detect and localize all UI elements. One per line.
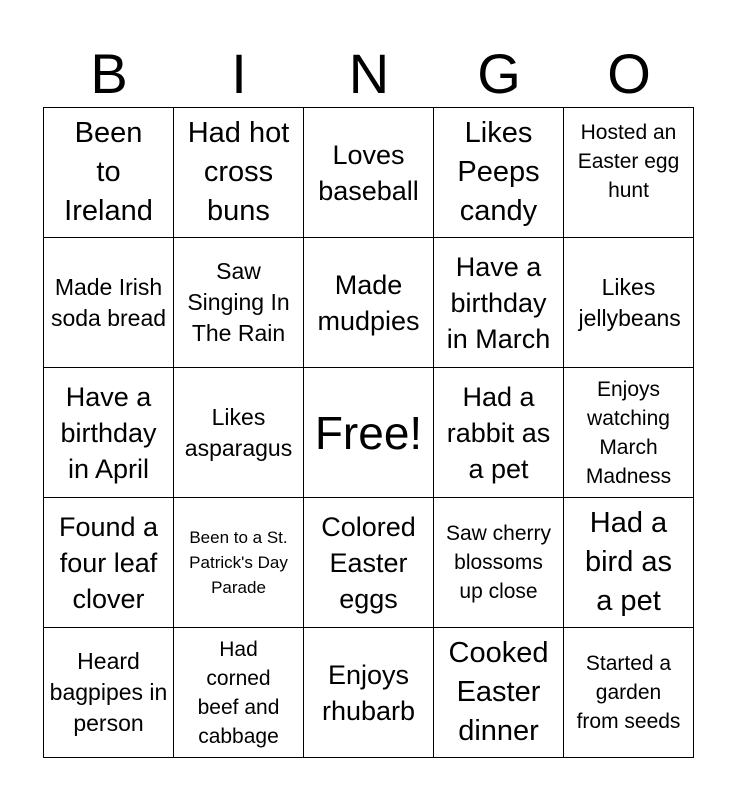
bingo-cell[interactable] — [174, 238, 304, 368]
cell-text: Saw cherry blossoms up close — [445, 522, 552, 603]
cell-text: Colored Easter eggs — [321, 511, 416, 614]
cell-text: Have a birthday in April — [60, 381, 157, 484]
bingo-cell[interactable] — [44, 368, 174, 498]
cell-text: Found a four leaf clover — [58, 511, 159, 614]
bingo-cell[interactable] — [564, 498, 694, 628]
bingo-cell[interactable] — [174, 498, 304, 628]
header-letter-o: O — [607, 42, 651, 105]
bingo-board — [43, 107, 694, 758]
cell-text: Cooked Easter dinner — [448, 637, 549, 747]
cell-text: Likes Peeps candy — [457, 117, 540, 227]
header-letter-g: G — [477, 42, 521, 105]
bingo-cell[interactable] — [304, 108, 434, 238]
cell-text: Made mudpies — [317, 269, 420, 336]
bingo-cell[interactable] — [434, 368, 564, 498]
cell-text: Had corned beef and cabbage — [197, 637, 280, 748]
cell-text: Hosted an Easter egg hunt — [577, 121, 680, 202]
bingo-cell[interactable] — [304, 498, 434, 628]
cell-text: Been to a St. Patrick's Day Parade — [189, 528, 288, 597]
bingo-cell[interactable] — [564, 108, 694, 238]
cell-text: Likes jellybeans — [578, 273, 681, 331]
bingo-cell[interactable] — [44, 238, 174, 368]
bingo-cell[interactable] — [174, 108, 304, 238]
cell-text: Started a garden from seeds — [576, 652, 681, 733]
cell-text: Enjoys watching March Madness — [585, 377, 672, 488]
cell-text: Had a rabbit as a pet — [446, 381, 551, 484]
bingo-cell[interactable] — [174, 628, 304, 758]
cell-text: Enjoys rhubarb — [321, 659, 416, 726]
cell-text: Loves baseball — [318, 139, 419, 206]
bingo-cell[interactable] — [174, 368, 304, 498]
bingo-cell[interactable] — [304, 628, 434, 758]
bingo-cell[interactable] — [434, 238, 564, 368]
header-letter-i: I — [231, 42, 247, 105]
bingo-cell[interactable] — [44, 628, 174, 758]
bingo-cell[interactable] — [434, 108, 564, 238]
bingo-cell[interactable] — [564, 628, 694, 758]
bingo-cell[interactable] — [434, 498, 564, 628]
bingo-header — [44, 40, 694, 108]
cell-text: Had hot cross buns — [187, 117, 290, 227]
bingo-cell[interactable] — [304, 238, 434, 368]
bingo-cell[interactable] — [564, 238, 694, 368]
free-space[interactable] — [304, 368, 434, 498]
cell-text: Been to Ireland — [64, 117, 153, 227]
header-letter-n: N — [348, 42, 390, 105]
cell-text: Have a birthday in March — [446, 251, 551, 354]
bingo-cell[interactable] — [434, 628, 564, 758]
cell-text: Had a bird as a pet — [584, 507, 673, 617]
bingo-cell[interactable] — [44, 498, 174, 628]
bingo-cell[interactable] — [44, 108, 174, 238]
cell-text: Saw Singing In The Rain — [187, 258, 290, 346]
cell-text: Made Irish soda bread — [50, 273, 167, 331]
cell-text: Heard bagpipes in person — [49, 648, 168, 736]
bingo-cell[interactable] — [564, 368, 694, 498]
cell-text: Likes asparagus — [184, 403, 293, 461]
header-letter-b: B — [90, 42, 128, 105]
free-space-label: Free! — [314, 406, 423, 459]
